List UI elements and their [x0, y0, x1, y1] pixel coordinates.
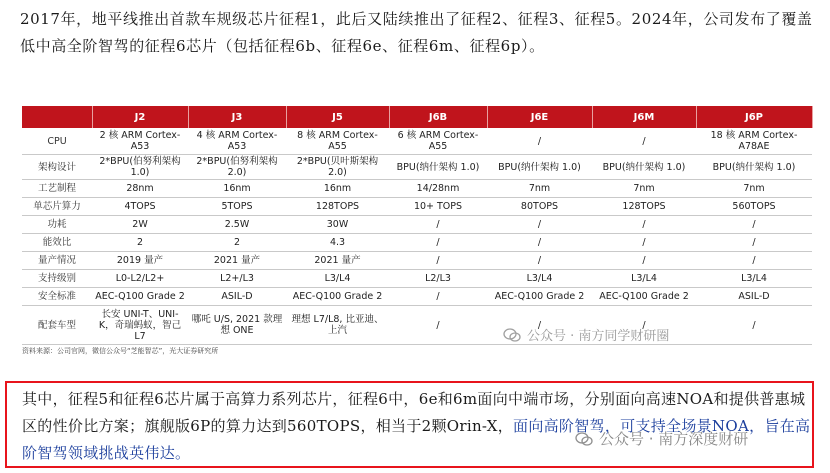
table-cell: BPU(纳什架构 1.0) — [696, 155, 812, 180]
table-header-row — [22, 106, 812, 128]
table-cell: / — [592, 234, 696, 252]
header-cell: J5 — [286, 106, 389, 128]
row-label: 能效比 — [22, 234, 92, 252]
table-cell: 7nm — [487, 180, 592, 198]
table-cell: 7nm — [592, 180, 696, 198]
table-cell: / — [592, 306, 696, 345]
table-cell: / — [389, 216, 487, 234]
header-cell — [22, 106, 92, 128]
table-cell: L2+/L3 — [188, 270, 286, 288]
table-cell: BPU(纳什架构 1.0) — [389, 155, 487, 180]
table-row — [22, 128, 812, 155]
row-label: 安全标准 — [22, 288, 92, 306]
table-row — [22, 288, 812, 306]
table-row — [22, 306, 812, 345]
table-cell: 4.3 — [286, 234, 389, 252]
table-cell: 2 核 ARM Cortex-A53 — [92, 128, 188, 155]
table-cell: / — [389, 306, 487, 345]
table-cell: 长安 UNI-T、UNI-K，奇瑞蚂蚁，智己 L7 — [92, 306, 188, 345]
header-cell: J6P — [696, 106, 812, 128]
callout-text-normal: 其中，征程5和征程6芯片属于高算力系列芯片，征程6中，6e和6m面向中端市场，分别面向高速NOA和提供普惠城区的性价比方案；旗舰版6P的算力达到560TOPS，相当于2颗Orin-X， — [22, 390, 806, 435]
table-cell: 80TOPS — [487, 198, 592, 216]
table-cell: 18 核 ARM Cortex-A78AE — [696, 128, 812, 155]
table-cell: AEC-Q100 Grade 2 — [92, 288, 188, 306]
table-row — [22, 180, 812, 198]
row-label: 支持级别 — [22, 270, 92, 288]
header-cell: J2 — [92, 106, 188, 128]
table-row — [22, 270, 812, 288]
header-cell: J3 — [188, 106, 286, 128]
table-cell: 8 核 ARM Cortex-A55 — [286, 128, 389, 155]
table-cell: 14/28nm — [389, 180, 487, 198]
callout-paragraph — [22, 386, 812, 467]
table-cell: 哪吒 U/S, 2021 款理想 ONE — [188, 306, 286, 345]
table-cell: 2W — [92, 216, 188, 234]
table-cell: / — [696, 234, 812, 252]
table-cell: 2 — [92, 234, 188, 252]
table-cell: L0-L2/L2+ — [92, 270, 188, 288]
table-cell: / — [696, 252, 812, 270]
callout-text-highlight: 面向高阶智驾，可支持全场景NOA，旨在高阶智驾领域挑战英伟达。 — [22, 417, 811, 462]
table-row — [22, 155, 812, 180]
table-row — [22, 198, 812, 216]
table-cell: / — [389, 288, 487, 306]
watermark — [503, 325, 669, 344]
watermark-text: 公众号 · 南方同学财研圈 — [527, 329, 670, 344]
table-cell: L3/L4 — [696, 270, 812, 288]
wechat-icon — [503, 328, 521, 342]
intro-paragraph: 2017年，地平线推出首款车规级芯片征程1，此后又陆续推出了征程2、征程3、征程5。2024年，公司发布了覆盖低中高全阶智驾的征程6芯片（包括征程6b、征程6e、征程6m、征程6p）。 — [20, 10, 813, 55]
table-cell: 16nm — [286, 180, 389, 198]
table-cell: L3/L4 — [592, 270, 696, 288]
table-cell: / — [389, 252, 487, 270]
table-cell: ASIL-D — [696, 288, 812, 306]
row-label: 配套车型 — [22, 306, 92, 345]
table-cell: AEC-Q100 Grade 2 — [487, 288, 592, 306]
table-cell: BPU(纳什架构 1.0) — [592, 155, 696, 180]
row-label: 工艺制程 — [22, 180, 92, 198]
row-label: 功耗 — [22, 216, 92, 234]
table-cell: ASIL-D — [188, 288, 286, 306]
table-row — [22, 252, 812, 270]
table-cell: 2021 量产 — [286, 252, 389, 270]
table-row — [22, 234, 812, 252]
table-cell: 5TOPS — [188, 198, 286, 216]
table-cell: / — [487, 252, 592, 270]
table-cell: 10+ TOPS — [389, 198, 487, 216]
table-cell: / — [487, 234, 592, 252]
table-cell: 理想 L7/L8, 比亚迪、上汽 — [286, 306, 389, 345]
table-cell: / — [696, 216, 812, 234]
table-cell: 2 — [188, 234, 286, 252]
table-cell: L3/L4 — [487, 270, 592, 288]
watermark — [575, 428, 748, 449]
watermark-text: 公众号 · 南方深度财研 — [599, 430, 749, 448]
table-cell: 2*BPU(贝叶斯架构 2.0) — [286, 155, 389, 180]
wechat-icon — [575, 432, 593, 446]
table-cell: / — [592, 216, 696, 234]
row-label: 架构设计 — [22, 155, 92, 180]
table-cell: / — [487, 128, 592, 155]
header-cell: J6E — [487, 106, 592, 128]
table-cell: 30W — [286, 216, 389, 234]
table-cell: AEC-Q100 Grade 2 — [592, 288, 696, 306]
table-cell: 6 核 ARM Cortex-A55 — [389, 128, 487, 155]
table-cell: / — [592, 252, 696, 270]
header-cell: J6M — [592, 106, 696, 128]
table-cell: 2*BPU(伯努利架构 2.0) — [188, 155, 286, 180]
table-cell: 16nm — [188, 180, 286, 198]
table-cell: / — [696, 306, 812, 345]
table-cell: 7nm — [696, 180, 812, 198]
table-cell: / — [487, 216, 592, 234]
chip-comparison-table — [22, 106, 812, 345]
table-cell: / — [389, 234, 487, 252]
source-note: 资料来源：公司官网，微信公众号“芝能智芯”，光大证券研究所 — [22, 347, 219, 355]
row-label: CPU — [22, 128, 92, 155]
table-row — [22, 216, 812, 234]
table-cell: 128TOPS — [592, 198, 696, 216]
table-cell: 28nm — [92, 180, 188, 198]
table-cell: / — [592, 128, 696, 155]
table-cell: 2*BPU(伯努利架构 1.0) — [92, 155, 188, 180]
table-cell: 128TOPS — [286, 198, 389, 216]
table-cell: 2.5W — [188, 216, 286, 234]
table-cell: L3/L4 — [286, 270, 389, 288]
table-cell: BPU(纳什架构 1.0) — [487, 155, 592, 180]
table-cell: 560TOPS — [696, 198, 812, 216]
row-label: 单芯片算力 — [22, 198, 92, 216]
header-cell: J6B — [389, 106, 487, 128]
table-cell: 4TOPS — [92, 198, 188, 216]
table-cell: 4 核 ARM Cortex-A53 — [188, 128, 286, 155]
row-label: 量产情况 — [22, 252, 92, 270]
table-cell: / — [487, 306, 592, 345]
table-cell: 2019 量产 — [92, 252, 188, 270]
table-cell: L2/L3 — [389, 270, 487, 288]
table-cell: AEC-Q100 Grade 2 — [286, 288, 389, 306]
table-cell: 2021 量产 — [188, 252, 286, 270]
